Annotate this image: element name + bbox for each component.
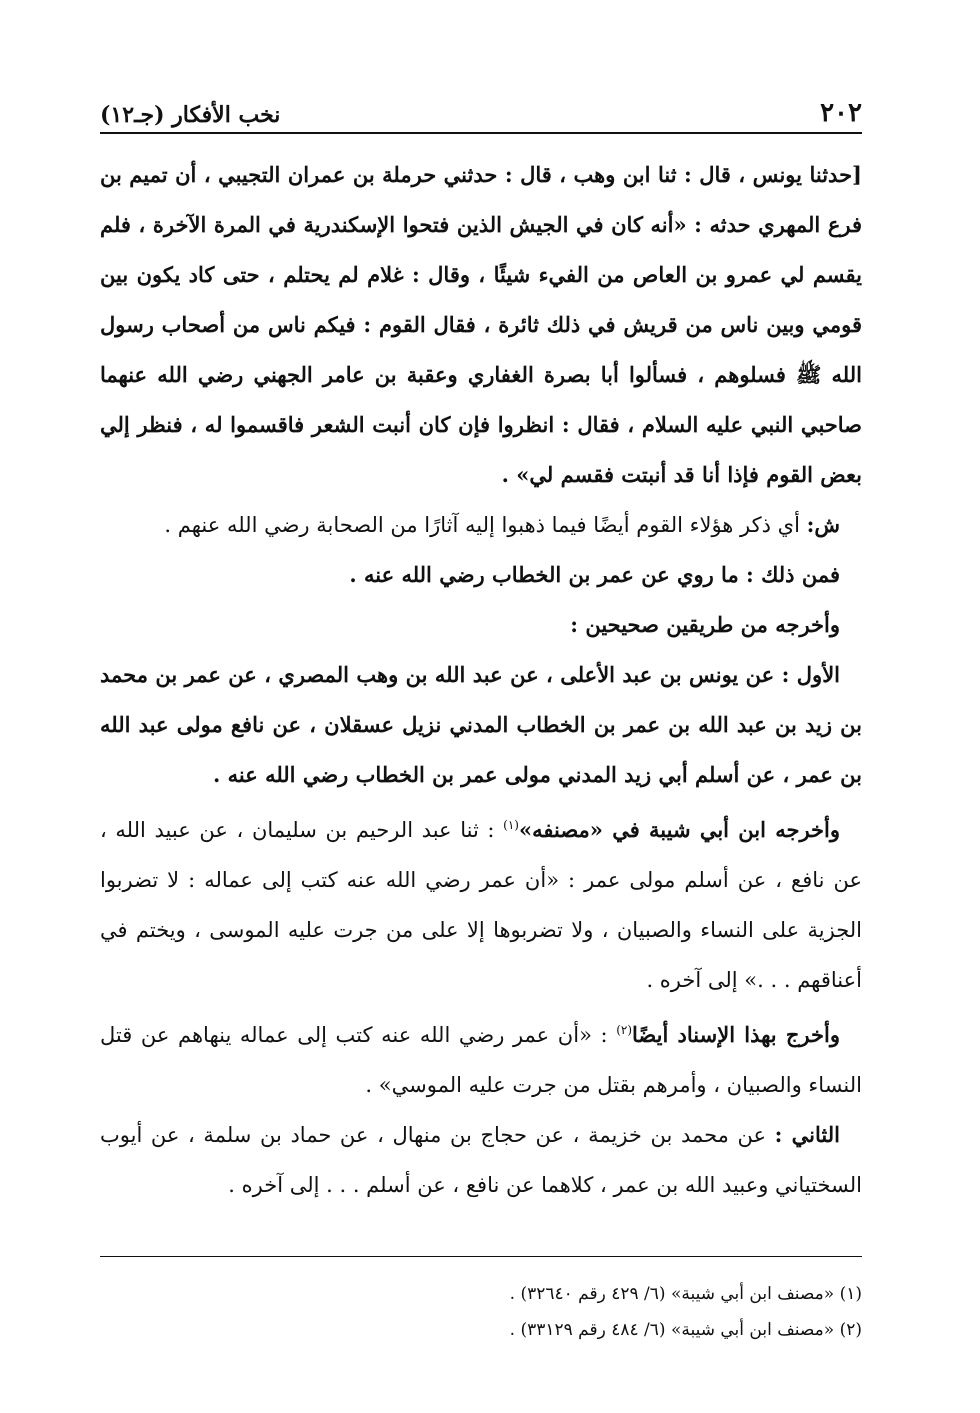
book-title: نخب الأفكار (جـ١٢) xyxy=(100,102,281,128)
paragraph-umar: فمن ذلك : ما روي عن عمر بن الخطاب رضي الله عنه . xyxy=(349,562,840,587)
commentary-label: ش: xyxy=(806,512,840,537)
second-route-text: عن محمد بن خزيمة ، عن حجاج بن منهال ، عن حماد بن سلمة ، عن أيوب السختياني وعبيد الله بن عمر ، كلاهما عن نافع ، عن أسلم . . . إلى آخره . xyxy=(100,1123,862,1197)
paragraph-commentary xyxy=(100,500,862,550)
footnote-ref-1[interactable]: (١) xyxy=(503,818,519,832)
header-rule xyxy=(100,132,862,134)
same-isnad-label: وأخرج بهذا الإسناد أيضًا xyxy=(632,1022,840,1047)
page-header xyxy=(100,88,862,128)
ibn-abi-shayba-label: وأخرجه ابن أبي شيبة في «مصنفه» xyxy=(518,817,841,842)
ibn-abi-shayba-text: : ثنا عبد الرحيم بن سليمان ، عن عبيد الله ، عن نافع ، عن أسلم مولى عمر : «أن عمر رضي الله عنه كتب إلى عماله : لا تضربوا الجزية على النساء والصبيان ، ولا تضربوها إلا على من جرت عليه الموسى ، ويختم في أعناقهم . . .» إلى آخره . xyxy=(100,818,862,992)
first-route-label: الأول : xyxy=(781,662,840,687)
footnote-ref-2[interactable]: (٢) xyxy=(616,1023,633,1037)
footnote-2: (٢) «مصنف ابن أبي شيبة» (٦/ ٤٨٤ رقم ٣٣١٢٩) . xyxy=(509,1320,862,1340)
second-route-label: الثاني : xyxy=(774,1122,840,1147)
commentary-text: أي ذكر هؤلاء القوم أيضًا فيما ذهبوا إليه آثارًا من الصحابة رضي الله عنهم . xyxy=(164,513,807,537)
paragraph-hadith: [حدثنا يونس ، قال : ثنا ابن وهب ، قال : حدثني حرملة بن عمران التجيبي ، أن تميم بن فرع المهري حدثه : «أنه كان في الجيش الذين فتحوا الإسكندرية في المرة الآخرة ، فلم يقسم لي عمرو بن العاص من الفيء شيئًا ، وقال : غلام لم يحتلم ، حتى كاد يكون بين قومي وبين ناس من قريش في ذلك ثائرة ، فقال القوم : فيكم ناس من أصحاب رسول الله ﷺ فسلوهم ، فسألوا أبا بصرة الغفاري وعقبة بن عامر الجهني رضي الله عنهما صاحبي النبي عليه السلام ، فقال : انظروا فإن كان أنبت الشعر فاقسموا له ، فنظر إلي بعض القوم فإذا أنا قد أنبتت فقسم لي» . xyxy=(100,162,862,487)
paragraph-second-route xyxy=(100,1110,862,1210)
footnote-1: (١) «مصنف ابن أبي شيبة» (٦/ ٤٢٩ رقم ٣٢٦٤٠) . xyxy=(509,1284,862,1304)
paragraph-two-routes: وأخرجه من طريقين صحيحين : xyxy=(570,612,840,637)
page-number: ٢٠٢ xyxy=(820,98,862,128)
paragraph-ibn-abi-shayba xyxy=(100,800,862,1005)
footnotes xyxy=(100,1276,862,1348)
first-route-text: عن يونس بن عبد الأعلى ، عن عبد الله بن وهب المصري ، عن عمر بن محمد بن زيد بن عبد الله بن عمر بن الخطاب المدني نزيل عسقلان ، عن نافع مولى عبد الله بن عمر ، عن أسلم أبي زيد المدني مولى عمر بن الخطاب رضي الله عنه . xyxy=(100,662,862,787)
paragraph-same-isnad xyxy=(100,1005,862,1110)
main-text xyxy=(100,150,862,1210)
paragraph-first-route xyxy=(100,650,862,800)
footnote-rule xyxy=(100,1256,862,1257)
same-isnad-text: : «أن عمر رضي الله عنه كتب إلى عماله ينهاهم عن قتل النساء والصبيان ، وأمرهم بقتل من جرت عليه الموسي» . xyxy=(100,1023,862,1097)
